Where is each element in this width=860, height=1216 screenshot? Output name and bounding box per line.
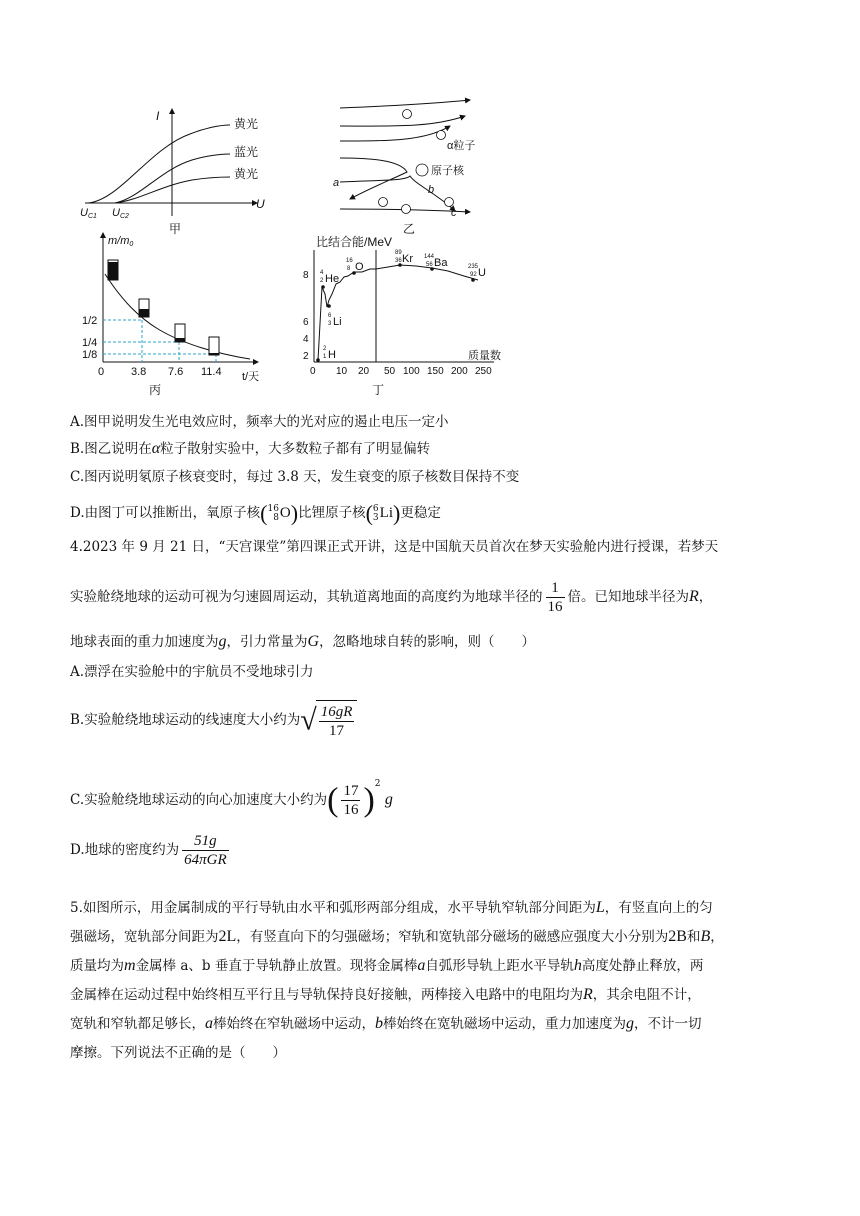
yi-particle-5 [402, 205, 411, 214]
yi-particle-3 [379, 198, 388, 207]
q4-option-c: C.实验舱绕地球运动的向心加速度大小约为( $\frac{17}{16}$ )$^2$ g [70, 779, 393, 819]
ding-xtick-0: 0 [310, 366, 316, 377]
bing-ytick-1: 1/2 [82, 315, 98, 327]
jia-axis-y: I [156, 109, 160, 123]
ding-xtick-10: 10 [336, 366, 348, 377]
ding-ba-z: 56 [426, 262, 433, 268]
q5-line5: 宽轨和窄轨都足够长，a棒始终在窄轨磁场中运动，b棒始终在宽轨磁场中运动，重力加速度为g，不计一切 [70, 1015, 702, 1032]
ding-kr-a: 89 [395, 250, 402, 256]
q4-stem-line3: 地球表面的重力加速度为g，引力常量为G，忽略地球自转的影响，则（ ） [70, 633, 536, 650]
ding-axis-y: 比结合能/MeV [316, 235, 393, 249]
q4-option-d: D.地球的密度约为 $\frac{51g}{\text{64πGR}}$ [70, 833, 227, 868]
ding-kr-z: 36 [395, 258, 402, 264]
ding-xtick-200: 200 [451, 366, 468, 377]
ding-u-a: 235 [468, 264, 479, 270]
figure-yi-caption: 乙 [403, 222, 416, 236]
ding-he-a: 4 [320, 270, 324, 276]
yi-nucleus-icon [416, 164, 428, 176]
ding-h-a: 2 [323, 346, 327, 352]
ding-he-label: He [325, 273, 340, 285]
jia-uc2: UC2 [112, 207, 129, 220]
figure-jia-caption: 甲 [169, 222, 182, 236]
figure-ding-caption: 丁 [372, 383, 385, 397]
ding-o-z: 8 [347, 266, 351, 272]
ding-ba-label: Ba [434, 257, 448, 269]
jia-curve3-label: 黄光 [234, 167, 259, 181]
ding-ytick-2: 2 [303, 351, 309, 362]
yi-path-c: c [451, 207, 457, 219]
ding-xtick-250: 250 [475, 366, 492, 377]
ding-u-z: 92 [470, 272, 477, 278]
ding-li-a: 6 [328, 313, 332, 319]
q3-option-d: D.由图丁可以推断出，氧原子核( 16 8 O)比锂原子核( 6 3 Li)更稳定 [70, 500, 441, 526]
ding-axis-x: 质量数 [468, 350, 501, 362]
ding-kr-label: Kr [402, 253, 413, 265]
q5-line1: 5.如图所示，用金属制成的平行导轨由水平和弧形两部分组成，水平导轨窄轨部分间距为L，有竖直向上的匀 [70, 899, 713, 916]
q5-line6: 摩擦。下列说法不正确的是（ ） [70, 1045, 286, 1061]
ding-he-z: 2 [320, 278, 324, 284]
ding-u-label: U [478, 267, 486, 279]
jia-uc1: UC1 [80, 207, 97, 220]
yi-path-b: b [428, 184, 435, 196]
figure-jia [80, 108, 270, 228]
q4-option-a: A.漂浮在实验舱中的宇航员不受地球引力 [70, 664, 314, 680]
ding-ytick-8: 8 [303, 270, 309, 281]
bing-xtick-1: 3.8 [131, 366, 147, 378]
ding-o-label: O [355, 261, 364, 273]
ding-h-z: 1 [323, 354, 327, 360]
figure-bing-caption: 丙 [149, 383, 162, 397]
q3-option-c: C.图丙说明氡原子核衰变时，每过 3.8 天，发生衰变的原子核数目保持不变 [70, 469, 520, 485]
bing-xtick-3: 11.4 [201, 366, 222, 378]
bing-axis-y: m/m0 [108, 235, 134, 248]
yi-particle-4 [445, 198, 454, 207]
bing-axis-x: t/天 [242, 371, 260, 383]
q4-stem-line1: 4.2023 年 9 月 21 日，“天宫课堂”第四课正式开讲，这是中国航天员首次在梦天实验舱内进行授课，若梦天 [70, 539, 719, 555]
ding-li-z: 3 [328, 321, 332, 327]
bing-xtick-0: 0 [98, 366, 105, 378]
jia-curve2-label: 蓝光 [234, 145, 259, 159]
figure-bing [78, 232, 278, 382]
q4-option-b: B.实验舱绕地球运动的线速度大小约为√ $\frac{16gR}{17}$ [70, 700, 357, 741]
ding-ytick-6: 6 [303, 317, 309, 328]
q3-option-b: B.图乙说明在α粒子散射实验中，大多数粒子都有了明显偏转 [70, 440, 431, 457]
yi-nucleus-label: 原子核 [431, 165, 464, 177]
ding-xtick-100: 100 [403, 366, 420, 377]
yi-path-a: a [333, 177, 340, 189]
figure-ding [296, 232, 506, 382]
q5-line2: 强磁场，宽轨部分间距为2L，有竖直向下的匀强磁场；窄轨和宽轨部分磁场的磁感应强度大小分别为2B和B， [70, 928, 724, 945]
jia-curve1-label: 黄光 [234, 117, 259, 131]
q5-line4: 金属棒在运动过程中始终相互平行且与导轨保持良好接触，两棒接入电路中的电阻均为R，其余电阻不计， [70, 986, 701, 1003]
yi-particle-1 [403, 110, 412, 119]
ding-xtick-150: 150 [427, 366, 444, 377]
ding-li-label: Li [333, 316, 342, 328]
bing-xtick-2: 7.6 [168, 366, 184, 378]
q3-option-a: A.图甲说明发生光电效应时，频率大的光对应的遏止电压一定小 [70, 414, 449, 430]
q5-line3: 质量均为m金属棒 a、b 垂直于导轨静止放置。现将金属棒a自弧形导轨上距水平导轨h高度处静止释放，两 [70, 957, 704, 974]
figure-yi [330, 96, 490, 221]
ding-xtick-50: 50 [384, 366, 396, 377]
ding-h-label: H [328, 349, 336, 361]
ding-ba-a: 144 [424, 254, 435, 260]
bing-ytick-3: 1/8 [82, 349, 98, 361]
jia-axis-x: U [256, 197, 265, 211]
ding-ytick-4: 4 [303, 334, 309, 345]
ding-xtick-20: 20 [358, 366, 370, 377]
yi-particle-2 [437, 131, 446, 140]
bing-ytick-2: 1/4 [82, 337, 98, 349]
q4-stem-line2: 实验舱绕地球的运动可视为匀速圆周运动，其轨道离地面的高度约为地球半径的 $\frac{1}{16}$ 倍。已知地球半径为R， [70, 580, 713, 615]
yi-alpha-label: α粒子 [447, 140, 476, 152]
ding-o-a: 16 [346, 258, 353, 264]
